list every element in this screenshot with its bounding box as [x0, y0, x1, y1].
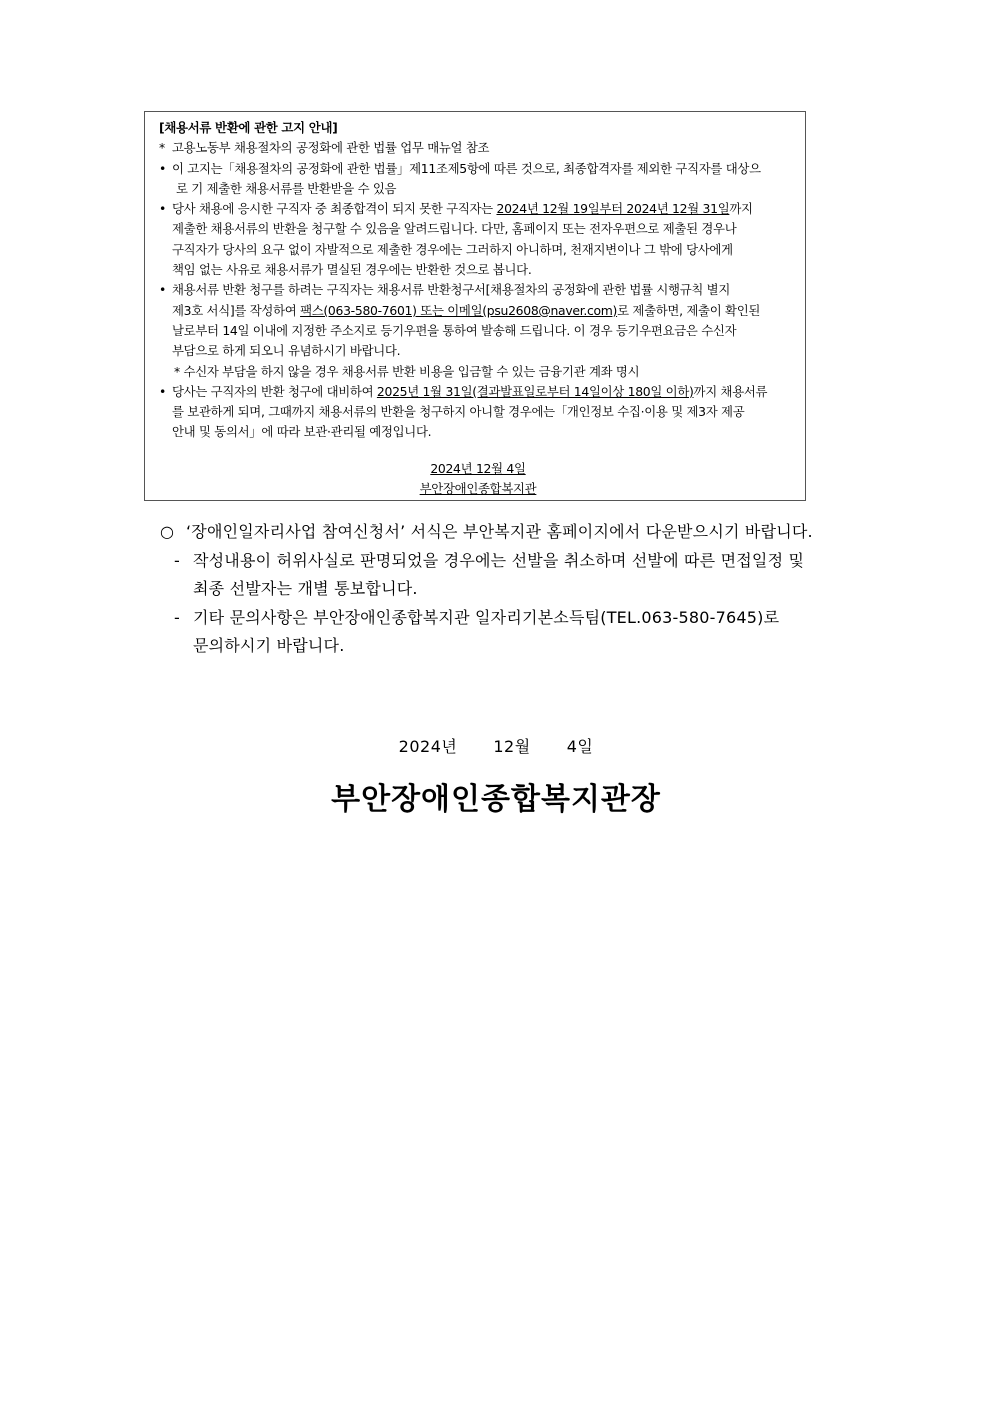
bullet-marker: •	[159, 282, 167, 298]
notice-bullet-1	[159, 159, 797, 200]
note-item-3-line-1: 기타 문의사항은 부안장애인종합복지관 일자리기본소득팀(TEL.063-580-7645)로	[193, 607, 780, 627]
notice-bullet-2	[159, 199, 797, 280]
bullet-2-text: 까지	[729, 201, 753, 217]
bullet-2-line-2: 제출한 채용서류의 반환을 청구할 수 있음을 알려드립니다. 다만, 홈페이지 또는 전자우편으로 제출된 경우나	[172, 221, 737, 237]
notice-footer-date: 2024년 12월 4일	[430, 460, 526, 476]
bullet-marker: •	[159, 160, 167, 176]
dash-marker: -	[174, 550, 180, 570]
reference-text: 고용노동부 채용절차의 공정화에 관한 법률 업무 매뉴얼 참조	[172, 140, 490, 156]
issuer-signature: 부안장애인종합복지관장	[331, 782, 661, 817]
bullet-3-text: 제3호 서식]를 작성하여	[172, 302, 301, 318]
bullet-1-line-1: 이 고지는「채용절차의 공정화에 관한 법률」제11조제5항에 따른 것으로, 최종합격자를 제외한 구직자를 대상으	[172, 160, 761, 176]
note-item-1-text: ‘장애인일자리사업 참여신청서’ 서식은 부안복지관 홈페이지에서 다운받으시기 바랍니다.	[186, 522, 813, 541]
bullet-marker: •	[159, 201, 167, 217]
bullet-3-line-4: 부담으로 하게 되오니 유념하시기 바랍니다.	[172, 343, 401, 359]
return-notice-box	[144, 111, 806, 501]
closing-month: 12월	[493, 737, 531, 756]
bullet-2-line-3: 구직자가 당사의 요구 없이 자발적으로 제출한 경우에는 그러하지 아니하며, 천재지변이나 그 밖에 당사에게	[172, 241, 733, 257]
bullet-4-line-2: 를 보관하게 되며, 그때까지 채용서류의 반환을 청구하지 아니할 경우에는「개인정보 수집·이용 및 제3자 제공	[172, 404, 745, 420]
note-item-contact	[160, 604, 860, 661]
fax-email-contact: 팩스(063-580-7601) 또는 이메일(psu2608@naver.com)	[300, 302, 618, 318]
bullet-2-line-1	[172, 199, 797, 219]
dash-marker: -	[174, 607, 180, 627]
bullet-3-text: 로 제출하면, 제출이 확인된	[617, 302, 761, 318]
note-item-2-line-2: 최종 선발자는 개별 통보합니다.	[193, 579, 418, 598]
main-notes	[160, 518, 860, 661]
note-item-form-download	[160, 518, 860, 547]
bullet-2-text: 당사 채용에 응시한 구직자 중 최종합격이 되지 못한 구직자는	[172, 201, 497, 217]
bullet-3-line-1: 채용서류 반환 청구를 하려는 구직자는 채용서류 반환청구서[채용절차의 공정화에 관한 법률 시행규칙 별지	[172, 282, 731, 298]
note-item-2-line-1: 작성내용이 허위사실로 판명되었을 경우에는 선발을 취소하며 선발에 따른 면접일정 및	[193, 550, 805, 570]
notice-bullet-3	[159, 280, 797, 381]
bullet-2-line-4: 책임 없는 사유로 채용서류가 멸실된 경우에는 반환한 것으로 봅니다.	[172, 262, 532, 278]
note-item-3-line-2: 문의하시기 바랍니다.	[193, 636, 345, 655]
return-period-text: 2024년 12월 19일부터 2024년 12월 31일	[496, 201, 730, 217]
bullet-1-line-2: 로 기 제출한 채용서류를 반환받을 수 있음	[176, 180, 397, 196]
bullet-4-text: 까지 채용서류	[693, 383, 768, 399]
asterisk-marker: *	[159, 140, 165, 156]
bullet-4-text: 당사는 구직자의 반환 청구에 대비하여	[172, 383, 377, 399]
notice-footer-org: 부안장애인종합복지관	[419, 481, 537, 497]
note-item-false-info	[160, 547, 860, 604]
bullet-marker: •	[159, 383, 167, 399]
circle-marker: ○	[160, 522, 175, 541]
closing-day: 4일	[566, 737, 594, 756]
bullet-4-line-1	[172, 382, 797, 402]
bullet-3-line-3: 날로부터 14일 이내에 지정한 주소지로 등기우편을 통하여 발송해 드립니다. 이 경우 등기우편요금은 수신자	[172, 322, 737, 338]
closing-year: 2024년	[398, 737, 458, 756]
closing-date	[0, 734, 992, 757]
notice-footer	[159, 459, 797, 500]
bullet-3-note: * 수신자 부담을 하지 않을 경우 채용서류 반환 비용을 입금할 수 있는 금융기관 계좌 명시	[174, 363, 640, 379]
bullet-3-line-2	[172, 301, 797, 321]
retention-period-text: 2025년 1월 31일(결과발표일로부터 14일이상 180일 이하)	[376, 383, 694, 399]
bullet-4-line-3: 안내 및 동의서」에 따라 보관·관리될 예정입니다.	[172, 424, 432, 440]
notice-title: [채용서류 반환에 관한 고지 안내]	[159, 120, 338, 135]
notice-bullet-4	[159, 382, 797, 443]
notice-reference	[159, 138, 797, 158]
